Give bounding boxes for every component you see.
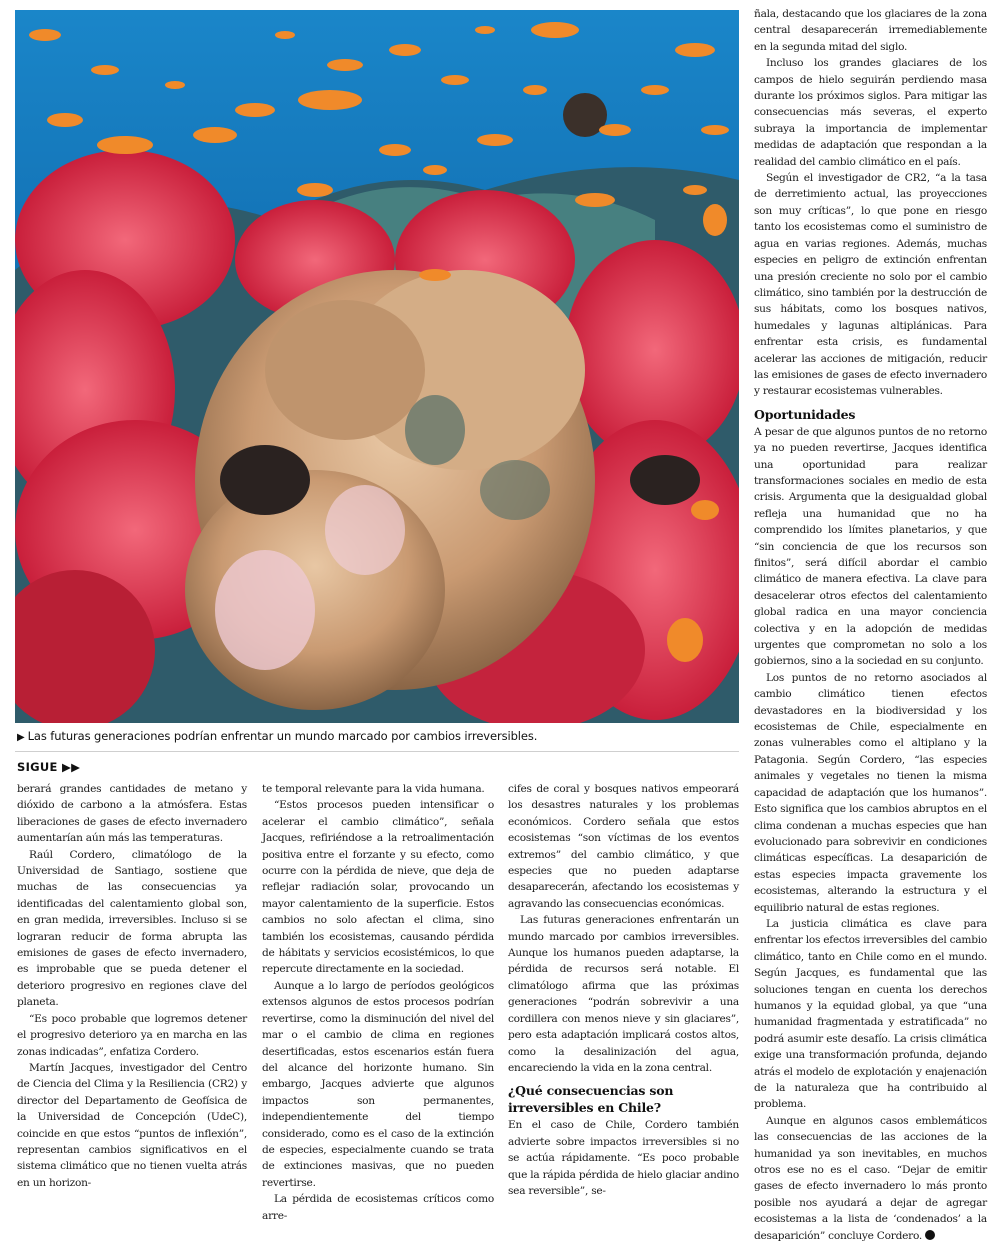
continued-label: SIGUE ▶▶ [17, 760, 81, 774]
section-subheading: ¿Qué consecuencias son irreversibles en Chile? [508, 1083, 674, 1116]
paragraph-text: Aunque en algunos casos emblemáticos las consecuencias de las acciones de la humanidad ya son inevitables, en muchos otros ese no es el caso. “Dejar de emitir gases de efecto invernadero lo más pronto posible nos ayudará a dejar de agregar ecosistemas a la lista de ‘condenados’ a la desaparición” concluye Cordero. [754, 1114, 987, 1242]
paragraph: cifes de coral y bosques nativos empeorará los desastres naturales y los problemas económicos. Cordero señala que estos ecosistemas “son víctimas de los eventos extremos” del cambio climático, y que especies que no pueden adaptarse desaparecerán, afectando los ecosistemas y agravando las consecuencias económicas. [508, 783, 739, 910]
paragraph: Los puntos de no retorno asociados al cambio climático tienen efectos devastadores en la biodiversidad y los ecosistemas de Chile, especialmente en zonas vulnerables como el altiplano y la Patagonia. Según Cordero, “las especies animales y vegetales no tienen la misma capacidad de adaptación que los humanos”. Esto significa que los cambios abruptos en el clima condenan a muchas especies que han evolucionado para sobrevivir en condiciones climáticas específicas. La desaparición de estas especies impacta gravemente los ecosistemas, alterando la estructura y el equilibrio natural de estas regiones. [754, 671, 987, 914]
caption-text: Las futuras generaciones podrían enfrentar un mundo marcado por cambios irreversibles. [27, 729, 538, 743]
article-column-2 [262, 781, 494, 1224]
paragraph: La justicia climática es clave para enfrentar los efectos irreversibles del cambio climático, tanto en Chile como en el mundo. Según Jacques, es fundamental que las soluciones tengan en cuenta los derechos humanos y la equidad global, ya que “una humanidad fragmentada y estratificada” no podrá asumir este desafío. La crisis climática exige una transformación profunda, dejando atrás el modelo de explotación y enajenación de la naturaleza que ha contribuido al problema. [754, 917, 987, 1111]
end-of-article-dot-icon [925, 1230, 935, 1240]
photo-caption [17, 728, 739, 746]
article-column-4 [754, 6, 987, 1244]
paragraph: te temporal relevante para la vida humana. [262, 783, 485, 795]
paragraph [754, 1113, 987, 1244]
paragraph: Según el investigador de CR2, “a la tasa de derretimiento actual, las proyecciones son muy críticas”, lo que pone en riesgo tanto los ecosistemas como el suministro de agua en varias regiones. Además, muchas especies en peligro de extinción enfrentan una presión creciente no solo por el cambio climático, sino también por la destrucción de sus hábitats, como los bosques nativos, humedales y lagunas altiplánicas. Para enfrentar esta crisis, es fundamental acelerar las acciones de mitigación, reducir las emisiones de gases de efecto invernadero y restaurar ecosistemas vulnerables. [754, 172, 987, 398]
paragraph: berará grandes cantidades de metano y dióxido de carbono a la atmósfera. Estas liberaciones de gases de efecto invernadero aumentarían aún más las temperaturas. [17, 783, 247, 845]
paragraph: Las futuras generaciones enfrentarán un mundo marcado por cambios irreversibles. Aunque los humanos pueden adaptarse, la pérdida de recursos será notable. El climatólogo afirma que las próximas generaciones “podrán sobrevivir a una cordillera con menos nieve y sin glaciares”, pero esta adaptación implicará costos altos, como la desalinización del agua, encareciendo la vida en la zona central. [508, 914, 739, 1074]
paragraph: La pérdida de ecosistemas críticos como arre- [262, 1193, 494, 1222]
article-column-3 [508, 781, 739, 1199]
paragraph: Raúl Cordero, climatólogo de la Universidad de Santiago, sostiene que muchas de las consecuencias ya identificadas del calentamiento global son, en gran medida, irreversibles. Incluso si se lograran reducir de forma abrupta las emisiones de gases de efecto invernadero, es improbable que se pueda detener el deterioro progresivo en regiones clave del planeta. [17, 848, 247, 1009]
coral-reef-illustration [15, 10, 739, 723]
section-subheading: Oportunidades [754, 406, 856, 422]
paragraph: Aunque a lo largo de períodos geológicos extensos algunos de estos procesos podrían revertirse, como la disminución del nivel del mar o el cambio de clima en regiones desertificadas, estos escenarios están fuera del alcance del horizonte humano. Sin embargo, Jacques advierte que algunos impactos son permanentes, independientemente del tiempo considerado, como es el caso de la extinción de especies, especialmente cuando se trata de extinciones masivas, que no pueden revertirse. [262, 979, 494, 1189]
paragraph: Martín Jacques, investigador del Centro de Ciencia del Clima y la Resiliencia (CR2) y director del Departamento de Geofísica de la Universidad de Concepción (UdeC), coincide en que estos “puntos de inflexión”, representan cambios significativos en el sistema climático que no tienen vuelta atrás en un horizon- [17, 1061, 247, 1189]
paragraph: “Estos procesos pueden intensificar o acelerar el cambio climático”, señala Jacques, refiriéndose a la retroalimentación positiva entre el forzante y su efecto, como ocurre con la pérdida de nieve, que deja de reflejar radiación solar, provocando un mayor calentamiento de la superficie. Estos cambios no solo afectan el clima, sino también los ecosistemas, causando pérdida de hábitats y servicios ecosistémicos, lo que repercute directamente en la sociedad. [262, 799, 494, 976]
divider [15, 751, 739, 752]
paragraph: “Es poco probable que logremos detener el progresivo deterioro ya en marcha en las zonas indicadas”, enfatiza Cordero. [17, 1012, 247, 1058]
paragraph: ñala, destacando que los glaciares de la zona central desaparecerán irremediablemente en la segunda mitad del siglo. [754, 8, 987, 53]
coral-reef-photo [15, 10, 739, 723]
paragraph: A pesar de que algunos puntos de no retorno ya no pueden revertirse, Jacques identifica una oportunidad para realizar transformaciones sociales en medio de esta crisis. Argumenta que la desigualdad global refleja una humanidad que no ha comprendido los límites planetarios, y que “sin conciencia de que los recursos son finitos”, será difícil abordar el cambio climático de manera efectiva. La clave para desacelerar otros efectos del calentamiento global radica en una mayor conciencia colectiva y en la adopción de medidas urgentes que comprometan no solo a los gobiernos, sino a la sociedad en su conjunto. [754, 425, 987, 668]
paragraph: Incluso los grandes glaciares de los campos de hielo seguirán perdiendo masa durante los próximos siglos. Para mitigar las consecuencias más severas, el experto subraya la importancia de implementar medidas de adaptación que respondan a la realidad del cambio climático en el país. [754, 57, 987, 168]
paragraph: En el caso de Chile, Cordero también advierte sobre impactos irreversibles si no se actúa rápidamente. “Es poco probable que la rápida pérdida de hielo glaciar andino sea reversible”, se- [508, 1119, 739, 1197]
caption-marker-icon: ▶ [17, 732, 25, 743]
article-column-1 [17, 781, 247, 1191]
